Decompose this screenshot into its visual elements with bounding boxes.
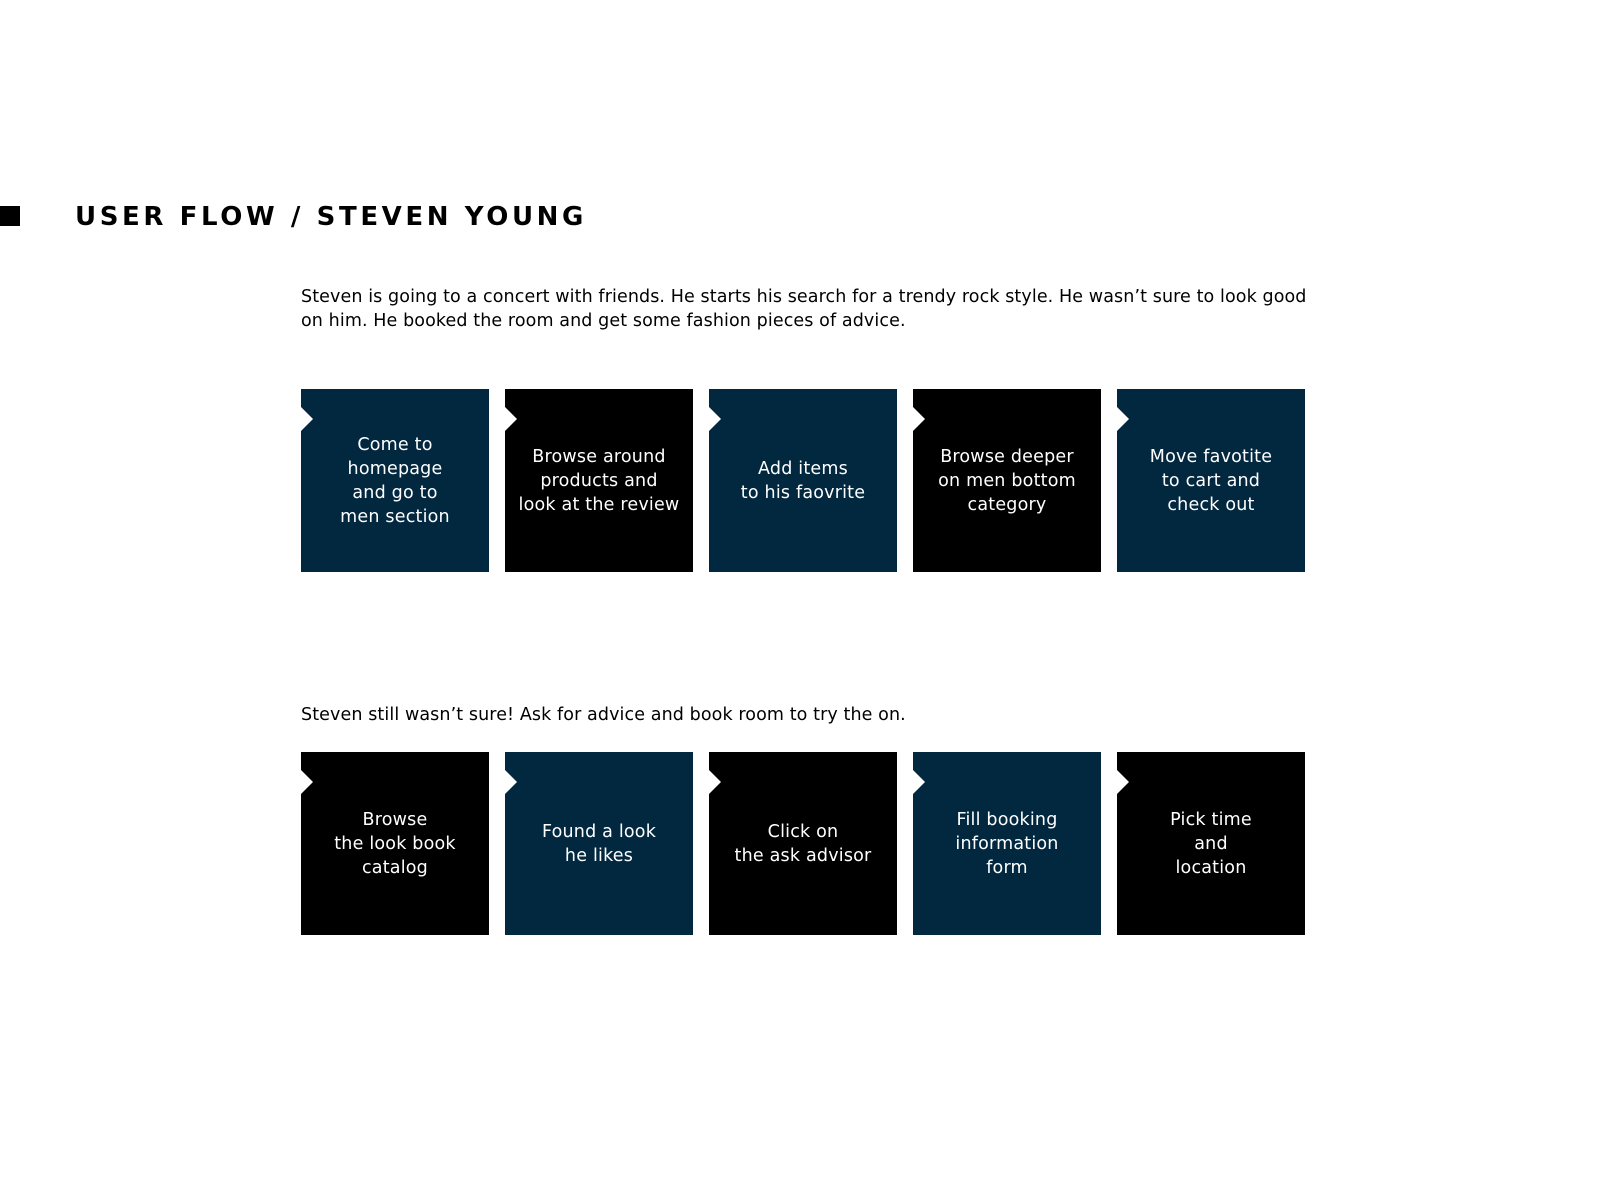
- step-label: Browse deeper on men bottom category: [938, 446, 1076, 515]
- step-arrow-icon: [1117, 770, 1129, 794]
- flow-2-step-3: [709, 752, 897, 935]
- step-arrow-icon: [1117, 407, 1129, 431]
- page-title: USER FLOW / STEVEN YOUNG: [75, 202, 587, 232]
- step-label: Click on the ask advisor: [734, 821, 872, 866]
- section-marker: [0, 206, 20, 226]
- step-arrow-icon: [913, 407, 925, 431]
- flow-2-description: Steven still wasn’t sure! Ask for advice and book room to try the on.: [301, 705, 906, 725]
- flow-2-step-1: [301, 752, 489, 935]
- flow-2-step-2: [505, 752, 693, 935]
- flow-2-steps: [301, 752, 1305, 935]
- flow-1-step-3: [709, 389, 897, 572]
- step-arrow-icon: [709, 407, 721, 431]
- step-label: Move favotite to cart and check out: [1149, 446, 1273, 515]
- step-arrow-icon: [505, 407, 517, 431]
- flow-1-step-5: [1117, 389, 1305, 572]
- step-label: Fill booking information form: [955, 809, 1059, 878]
- flow-1-step-4: [913, 389, 1101, 572]
- step-arrow-icon: [301, 407, 313, 431]
- step-label: Pick time and location: [1170, 809, 1252, 878]
- flow-1-step-1: [301, 389, 489, 572]
- step-label: Add items to his faovrite: [740, 458, 866, 503]
- step-label: Found a look he likes: [541, 821, 657, 866]
- flow-2-step-4: [913, 752, 1101, 935]
- flow-1-description: Steven is going to a concert with friends. He starts his search for a trendy rock style. He wasn’t sure to look good on him. He booked the room and get some fashion pieces of advice.: [301, 287, 1307, 331]
- step-arrow-icon: [301, 770, 313, 794]
- flow-1-step-2: [505, 389, 693, 572]
- step-label: Browse the look book catalog: [334, 809, 456, 878]
- flow-2-step-5: [1117, 752, 1305, 935]
- flow-1-steps: [301, 389, 1305, 572]
- step-label: Browse around products and look at the review: [518, 446, 680, 515]
- step-label: Come to homepage and go to men section: [340, 434, 450, 527]
- step-arrow-icon: [709, 770, 721, 794]
- step-arrow-icon: [913, 770, 925, 794]
- step-arrow-icon: [505, 770, 517, 794]
